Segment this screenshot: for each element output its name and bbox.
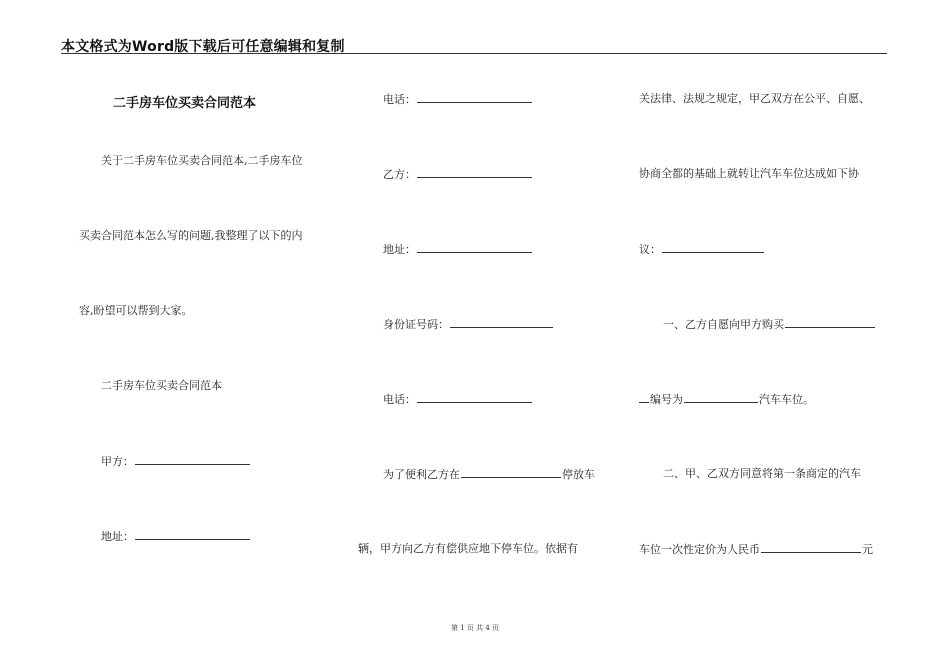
id-number-blank <box>450 317 553 328</box>
clause-1-cont-line <box>639 392 814 407</box>
phone-a-blank <box>417 92 532 103</box>
party-b-blank <box>417 167 532 178</box>
clause-1-line <box>663 317 876 332</box>
contract-subtitle: 二手房车位买卖合同范本 <box>101 379 222 392</box>
parking-number-blank <box>684 392 758 403</box>
clause-2-unit: 元 <box>862 543 873 556</box>
party-a-label: 甲方： <box>101 455 134 468</box>
parking-purpose-text-a: 为了便利乙方在 <box>383 468 460 481</box>
intro-line-2: 买卖合同范本怎么写的问题,我整理了以下的内 <box>79 229 303 242</box>
price-blank <box>761 542 861 553</box>
party-b-field <box>383 167 533 182</box>
parking-location-blank <box>461 467 561 478</box>
phone-b-field <box>383 392 533 407</box>
parking-purpose-text-b: 停放车 <box>562 468 595 481</box>
document-title: 二手房车位买卖合同范本 <box>113 96 257 111</box>
page-number: 第 1 页 共 4 页 <box>450 624 500 632</box>
party-b-label: 乙方： <box>383 168 416 181</box>
header-divider <box>61 53 887 54</box>
intro-line-3: 容,盼望可以帮到大家。 <box>79 304 193 317</box>
address-a-blank <box>135 529 250 540</box>
agreement-end-label: 议： <box>639 243 661 256</box>
clause-1-blank <box>785 317 875 328</box>
parking-supply-line: 辆，甲方向乙方有偿供应地下停车位。依据有 <box>358 542 578 555</box>
phone-b-blank <box>417 392 532 403</box>
agreement-line: 协商全都的基础上就转让汽车车位达成如下协 <box>639 167 859 180</box>
document-header: 本文格式为Word版下载后可任意编辑和复制 <box>61 39 345 55</box>
clause-1-cont-blank <box>639 392 649 403</box>
id-number-label: 身份证号码： <box>383 318 449 331</box>
clause-2-line: 二、甲、乙双方同意将第一条商定的汽车 <box>663 467 861 480</box>
address-b-blank <box>417 242 532 253</box>
agreement-end-blank <box>662 242 764 253</box>
clause-1-end-text: 汽车车位。 <box>759 393 814 406</box>
phone-a-field <box>383 92 533 107</box>
address-b-field <box>383 242 533 257</box>
phone-a-label: 电话： <box>383 93 416 106</box>
party-a-field <box>101 454 251 469</box>
id-number-field <box>383 317 554 332</box>
address-a-field <box>101 529 251 544</box>
address-a-label: 地址： <box>101 530 134 543</box>
clause-1-text: 一、乙方自愿向甲方购买 <box>663 318 784 331</box>
clause-2-price-line <box>639 542 873 557</box>
phone-b-label: 电话： <box>383 393 416 406</box>
intro-line-1: 关于二手房车位买卖合同范本,二手房车位 <box>101 154 303 167</box>
legal-basis-line: 关法律、法规之规定，甲乙双方在公平、自愿、 <box>639 92 870 105</box>
address-b-label: 地址： <box>383 243 416 256</box>
party-a-blank <box>135 454 250 465</box>
clause-2-price-text: 车位一次性定价为人民币 <box>639 543 760 556</box>
parking-purpose-line <box>383 467 595 482</box>
clause-1-number-label: 编号为 <box>650 393 683 406</box>
agreement-end-field <box>639 242 765 257</box>
